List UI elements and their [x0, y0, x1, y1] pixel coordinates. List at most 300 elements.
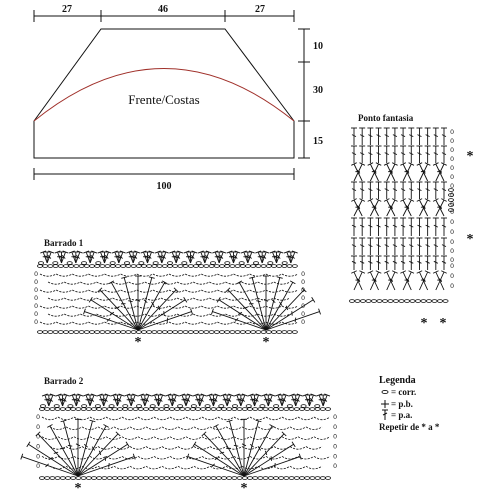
- chain-stitch: [261, 265, 266, 268]
- chain-arc: [209, 282, 225, 284]
- chain-stitch: [268, 477, 273, 480]
- double-crochet-stitch: [351, 271, 362, 290]
- chain-stitch: [86, 408, 91, 411]
- chain-stitch: [128, 408, 133, 411]
- chain-stitch: [173, 265, 178, 268]
- chain-arc: [72, 290, 88, 292]
- chain-arc: [72, 274, 88, 276]
- double-crochet-stitch: [241, 251, 248, 263]
- chain-stitch: [117, 408, 122, 411]
- chain-stitch: [188, 265, 193, 268]
- double-crochet-stitch: [416, 256, 422, 270]
- row-marker: 0: [450, 156, 454, 163]
- chain-stitch: [68, 405, 73, 408]
- chain-stitch: [143, 408, 148, 411]
- chain-stitch: [251, 331, 256, 334]
- chain-stitch: [437, 300, 442, 303]
- double-crochet-stitch: [392, 256, 398, 270]
- double-crochet-stitch: [392, 218, 398, 236]
- chain-stitch: [415, 300, 420, 303]
- double-crochet-stitch: [244, 454, 301, 476]
- chain-arc: [178, 447, 194, 450]
- chain-stitch: [230, 265, 235, 268]
- chain-arc: [42, 437, 58, 440]
- double-crochet-stitch: [400, 128, 406, 145]
- chain-stitch: [266, 265, 271, 268]
- row-marker: 0: [450, 201, 454, 208]
- double-crochet-stitch: [384, 256, 390, 270]
- row-marker: 0: [34, 279, 38, 286]
- chain-stitch: [256, 265, 261, 268]
- chain-arc: [129, 282, 145, 284]
- row-marker: 0: [333, 443, 337, 451]
- chain-stitch: [235, 331, 240, 334]
- chain-arc: [138, 417, 154, 420]
- double-crochet-stitch: [400, 182, 406, 199]
- double-crochet-stitch: [351, 128, 357, 145]
- chain-stitch: [271, 265, 276, 268]
- chain-stitch: [201, 408, 206, 411]
- chain-arc: [154, 437, 170, 440]
- chain-stitch: [45, 408, 50, 411]
- chain-stitch: [216, 408, 221, 411]
- chain-arc: [98, 427, 114, 430]
- chain-stitch: [81, 262, 86, 265]
- dim-bottom: 100: [156, 181, 172, 192]
- chain-stitch: [289, 408, 294, 411]
- chain-arc: [48, 314, 64, 316]
- chain-stitch: [211, 408, 216, 411]
- chain-stitch: [388, 300, 393, 303]
- chain-stitch: [102, 477, 107, 480]
- double-crochet-stitch: [392, 182, 398, 199]
- chain-stitch: [48, 265, 53, 268]
- double-crochet-stitch: [433, 146, 439, 163]
- chain-arc: [138, 437, 154, 440]
- repeat-marker: *: [134, 335, 142, 350]
- chain-stitch: [199, 331, 204, 334]
- chain-arc: [169, 274, 185, 276]
- chain-arc: [154, 417, 170, 420]
- row-marker: 0: [301, 287, 305, 294]
- chain-stitch: [131, 265, 136, 268]
- chain-stitch: [242, 477, 247, 480]
- chain-stitch: [167, 265, 172, 268]
- double-crochet-stitch: [165, 394, 172, 406]
- chain-stitch: [58, 265, 63, 268]
- chain-stitch: [185, 477, 190, 480]
- chain-arc: [48, 298, 64, 300]
- double-crochet-stitch: [351, 182, 357, 199]
- single-crochet-symbol: [381, 400, 389, 408]
- chain-stitch: [371, 300, 376, 303]
- chain-stitch: [209, 331, 214, 334]
- chain-stitch: [79, 331, 84, 334]
- row-marker: 0: [333, 433, 337, 441]
- legend: [379, 375, 440, 432]
- chain-stitch: [219, 265, 224, 268]
- chain-stitch: [258, 408, 263, 411]
- double-crochet-stitch: [198, 251, 205, 263]
- chain-stitch: [360, 300, 365, 303]
- row-marker: 0: [301, 303, 305, 310]
- chain-stitch: [258, 477, 263, 480]
- double-crochet-stitch: [316, 394, 323, 406]
- chain-arc: [234, 274, 250, 276]
- chain-stitch: [279, 408, 284, 411]
- chain-stitch: [76, 408, 81, 411]
- chain-stitch: [149, 408, 154, 411]
- double-crochet-stitch: [244, 424, 275, 476]
- chain-stitch: [315, 477, 320, 480]
- chain-stitch: [105, 331, 110, 334]
- chain-stitch: [147, 331, 152, 334]
- chain-stitch: [261, 331, 266, 334]
- double-crochet-stitch: [425, 218, 431, 236]
- chain-stitch: [305, 408, 310, 411]
- double-crochet-stitch: [367, 238, 373, 255]
- chain-stitch: [301, 405, 306, 408]
- chain-stitch: [50, 477, 55, 480]
- legend-title: Legenda: [379, 375, 416, 386]
- chain-stitch: [152, 331, 157, 334]
- row-marker: 0: [301, 319, 305, 326]
- chain-stitch: [282, 331, 287, 334]
- double-crochet-stitch: [351, 199, 362, 216]
- chain-arc: [282, 274, 298, 276]
- chain-arc: [290, 447, 306, 450]
- chain-stitch: [178, 331, 183, 334]
- chain-stitch: [162, 331, 167, 334]
- chain-arc: [217, 322, 233, 324]
- chain-stitch: [86, 477, 91, 480]
- chain-stitch: [123, 405, 128, 408]
- repeat-marker: *: [240, 481, 248, 496]
- chain-stitch: [210, 262, 215, 265]
- chain-stitch: [58, 331, 63, 334]
- chain-stitch: [260, 405, 265, 408]
- dim-top-middle: 46: [158, 4, 168, 15]
- double-crochet-stitch: [425, 182, 431, 199]
- chain-stitch: [292, 331, 297, 334]
- chain-arc: [56, 290, 72, 292]
- double-crochet-stitch: [425, 146, 431, 163]
- chain-stitch: [84, 331, 89, 334]
- chain-arc: [130, 466, 146, 469]
- legend-chain: = corr.: [391, 387, 417, 397]
- chain-arc: [105, 274, 121, 276]
- chain-stitch: [54, 405, 59, 408]
- row-marker: 0: [450, 219, 454, 226]
- chain-arc: [250, 306, 266, 308]
- chain-stitch: [175, 477, 180, 480]
- chain-stitch: [190, 408, 195, 411]
- double-crochet-stitch: [111, 394, 118, 406]
- chain-arc: [96, 298, 112, 300]
- chain-stitch: [107, 477, 112, 480]
- chain-arc: [122, 437, 138, 440]
- chain-stitch: [76, 477, 81, 480]
- chain-stitch: [315, 405, 320, 408]
- double-crochet-stitch: [56, 394, 63, 406]
- double-crochet-stitch: [351, 163, 362, 181]
- chain-stitch: [126, 265, 131, 268]
- chain-arc: [234, 290, 250, 292]
- dim-top-right: 27: [255, 4, 265, 15]
- double-crochet-stitch: [351, 218, 357, 236]
- double-crochet-stitch: [384, 128, 390, 145]
- chain-arc: [217, 274, 233, 276]
- chain-arc: [64, 282, 80, 284]
- double-crochet-stitch: [138, 309, 193, 330]
- chain-stitch: [349, 300, 354, 303]
- chain-arc: [82, 447, 98, 450]
- chain-arc: [193, 314, 209, 316]
- chain-arc: [226, 427, 242, 430]
- double-crochet-stitch: [425, 238, 431, 255]
- double-crochet-stitch: [400, 146, 406, 163]
- chain-arc: [234, 437, 250, 440]
- chain-stitch: [139, 262, 144, 265]
- chain-stitch: [237, 408, 242, 411]
- chain-stitch: [287, 265, 292, 268]
- chain-stitch: [193, 331, 198, 334]
- chain-arc: [145, 298, 161, 300]
- chain-stitch: [287, 331, 292, 334]
- double-crochet-stitch: [359, 182, 365, 199]
- chain-stitch: [284, 408, 289, 411]
- double-crochet-stitch: [266, 309, 321, 330]
- chain-stitch: [105, 265, 110, 268]
- chain-stitch: [63, 265, 68, 268]
- row-marker: 0: [450, 273, 454, 280]
- chain-stitch: [268, 262, 273, 265]
- chain-stitch: [320, 477, 325, 480]
- double-crochet-stitch: [425, 128, 431, 145]
- double-crochet-stitch: [384, 271, 395, 290]
- chain-stitch: [128, 477, 133, 480]
- chain-stitch: [426, 300, 431, 303]
- ponto-fantasia-title: Ponto fantasia: [358, 113, 414, 123]
- chain-arc: [80, 298, 96, 300]
- chain-arc: [250, 437, 266, 440]
- chain-stitch: [219, 331, 224, 334]
- chain-stitch: [263, 477, 268, 480]
- chain-arc: [185, 274, 201, 276]
- double-crochet-stitch: [40, 251, 47, 263]
- chain-stitch: [43, 265, 48, 268]
- chain-stitch: [159, 408, 164, 411]
- chain-stitch: [196, 262, 201, 265]
- chain-stitch: [294, 408, 299, 411]
- chain-stitch: [287, 405, 292, 408]
- ponto-fantasia-chart: [349, 128, 473, 331]
- chain-stitch: [393, 300, 398, 303]
- chain-arc: [145, 282, 161, 284]
- chain-stitch: [43, 331, 48, 334]
- chain-arc: [162, 447, 178, 450]
- double-crochet-stitch: [138, 281, 167, 330]
- chain-arc: [306, 427, 322, 430]
- chain-stitch: [100, 265, 105, 268]
- double-crochet-stitch: [433, 199, 444, 216]
- row-marker: 0: [34, 271, 38, 278]
- row-marker: 0: [36, 463, 40, 471]
- chain-stitch: [245, 265, 250, 268]
- chain-arc: [209, 298, 225, 300]
- chain-arc: [72, 322, 88, 324]
- double-crochet-stitch: [220, 394, 227, 406]
- repeat-marker: *: [466, 232, 474, 247]
- chain-stitch: [211, 477, 216, 480]
- row-marker: 0: [36, 443, 40, 451]
- double-crochet-stitch: [213, 424, 244, 476]
- row-marker: 0: [450, 248, 454, 255]
- chain-stitch: [204, 331, 209, 334]
- chain-stitch: [239, 262, 244, 265]
- double-crochet-stitch: [97, 394, 104, 406]
- chain-stitch: [84, 265, 89, 268]
- chain-stitch: [225, 265, 230, 268]
- chain-stitch: [183, 331, 188, 334]
- double-crochet-stitch: [441, 238, 447, 255]
- chain-arc: [250, 417, 266, 420]
- double-crochet-stitch: [126, 251, 133, 263]
- chain-stitch: [180, 408, 185, 411]
- chain-arc: [90, 456, 106, 459]
- chain-arc: [153, 290, 169, 292]
- double-crochet-stitch: [417, 271, 428, 290]
- double-crochet-stitch: [351, 146, 357, 163]
- double-crochet-stitch: [248, 394, 255, 406]
- chain-stitch: [169, 408, 174, 411]
- row-marker: 0: [450, 257, 454, 264]
- double-crochet-stitch: [261, 394, 268, 406]
- double-crochet-stitch: [83, 251, 90, 263]
- chain-stitch: [71, 477, 76, 480]
- chain-arc: [56, 306, 72, 308]
- chain-arc: [274, 282, 290, 284]
- double-crochet-stitch: [433, 163, 444, 181]
- chain-arc: [88, 322, 104, 324]
- chain-stitch: [100, 331, 105, 334]
- double-crochet-stitch: [98, 251, 105, 263]
- chain-stitch: [167, 262, 172, 265]
- chain-arc: [121, 290, 137, 292]
- chain-stitch: [126, 331, 131, 334]
- row-marker: 0: [450, 229, 454, 236]
- chain-arc: [274, 466, 290, 469]
- chain-stitch: [150, 405, 155, 408]
- chain-stitch: [89, 265, 94, 268]
- double-crochet-stitch: [21, 454, 78, 476]
- chain-arc: [185, 306, 201, 308]
- chain-stitch: [91, 477, 96, 480]
- row-marker: 0: [450, 183, 454, 190]
- chain-stitch: [421, 300, 426, 303]
- double-crochet-stitch: [83, 394, 90, 406]
- chain-stitch: [399, 300, 404, 303]
- chain-arc: [201, 290, 217, 292]
- double-crochet-stitch: [155, 251, 162, 263]
- chain-stitch: [240, 265, 245, 268]
- chain-arc: [178, 466, 194, 469]
- chain-arc: [106, 417, 122, 420]
- dim-right-top: 10: [313, 41, 323, 52]
- chain-arc: [66, 427, 82, 430]
- chain-stitch: [183, 265, 188, 268]
- chain-stitch: [131, 331, 136, 334]
- chain-stitch: [404, 300, 409, 303]
- double-crochet-stitch: [179, 394, 186, 406]
- row-marker: 0: [450, 283, 454, 290]
- double-crochet-stitch: [416, 182, 422, 199]
- double-crochet-stitch: [42, 394, 49, 406]
- double-crochet-stitch: [384, 146, 390, 163]
- chain-stitch: [112, 477, 117, 480]
- chain-stitch: [48, 331, 53, 334]
- chain-arc: [146, 427, 162, 430]
- chain-arc: [194, 427, 210, 430]
- double-crochet-stitch: [384, 163, 395, 181]
- chain-stitch: [167, 331, 172, 334]
- chain-stitch: [266, 331, 271, 334]
- legend-single-crochet: = p.b.: [391, 399, 413, 409]
- double-crochet-stitch: [408, 218, 414, 236]
- double-crochet-stitch: [367, 182, 373, 199]
- chain-arc: [250, 456, 266, 459]
- chain-arc: [314, 456, 330, 459]
- chain-arc: [90, 437, 106, 440]
- chain-arc: [185, 322, 201, 324]
- chain-stitch: [65, 408, 70, 411]
- chain-arc: [40, 306, 56, 308]
- chain-stitch: [299, 477, 304, 480]
- chain-stitch: [153, 262, 158, 265]
- double-crochet-stitch: [433, 271, 444, 290]
- chain-stitch: [136, 405, 141, 408]
- schematic-label: Frente/Costas: [128, 92, 200, 107]
- chain-stitch: [89, 331, 94, 334]
- chain-stitch: [256, 331, 261, 334]
- chain-stitch: [237, 477, 242, 480]
- chain-stitch: [169, 477, 174, 480]
- double-crochet-symbol: [382, 410, 388, 420]
- chain-stitch: [159, 477, 164, 480]
- chain-stitch: [141, 265, 146, 268]
- chain-stitch: [201, 477, 206, 480]
- chain-arc: [242, 282, 258, 284]
- row-marker: 0: [36, 423, 40, 431]
- chain-stitch: [193, 265, 198, 268]
- chain-stitch: [39, 477, 44, 480]
- chain-stitch: [227, 408, 232, 411]
- chain-arc: [314, 437, 330, 440]
- chain-stitch: [110, 262, 115, 265]
- chain-stitch: [117, 477, 122, 480]
- chain-stitch: [79, 265, 84, 268]
- double-crochet-stitch: [212, 251, 219, 263]
- chain-stitch: [320, 408, 325, 411]
- chain-arc: [122, 417, 138, 420]
- chain-stitch: [185, 408, 190, 411]
- double-crochet-stitch: [441, 182, 447, 199]
- double-crochet-stitch: [69, 394, 76, 406]
- double-crochet-stitch: [303, 394, 310, 406]
- double-crochet-stitch: [289, 394, 296, 406]
- chain-stitch: [310, 477, 315, 480]
- chain-arc: [250, 290, 266, 292]
